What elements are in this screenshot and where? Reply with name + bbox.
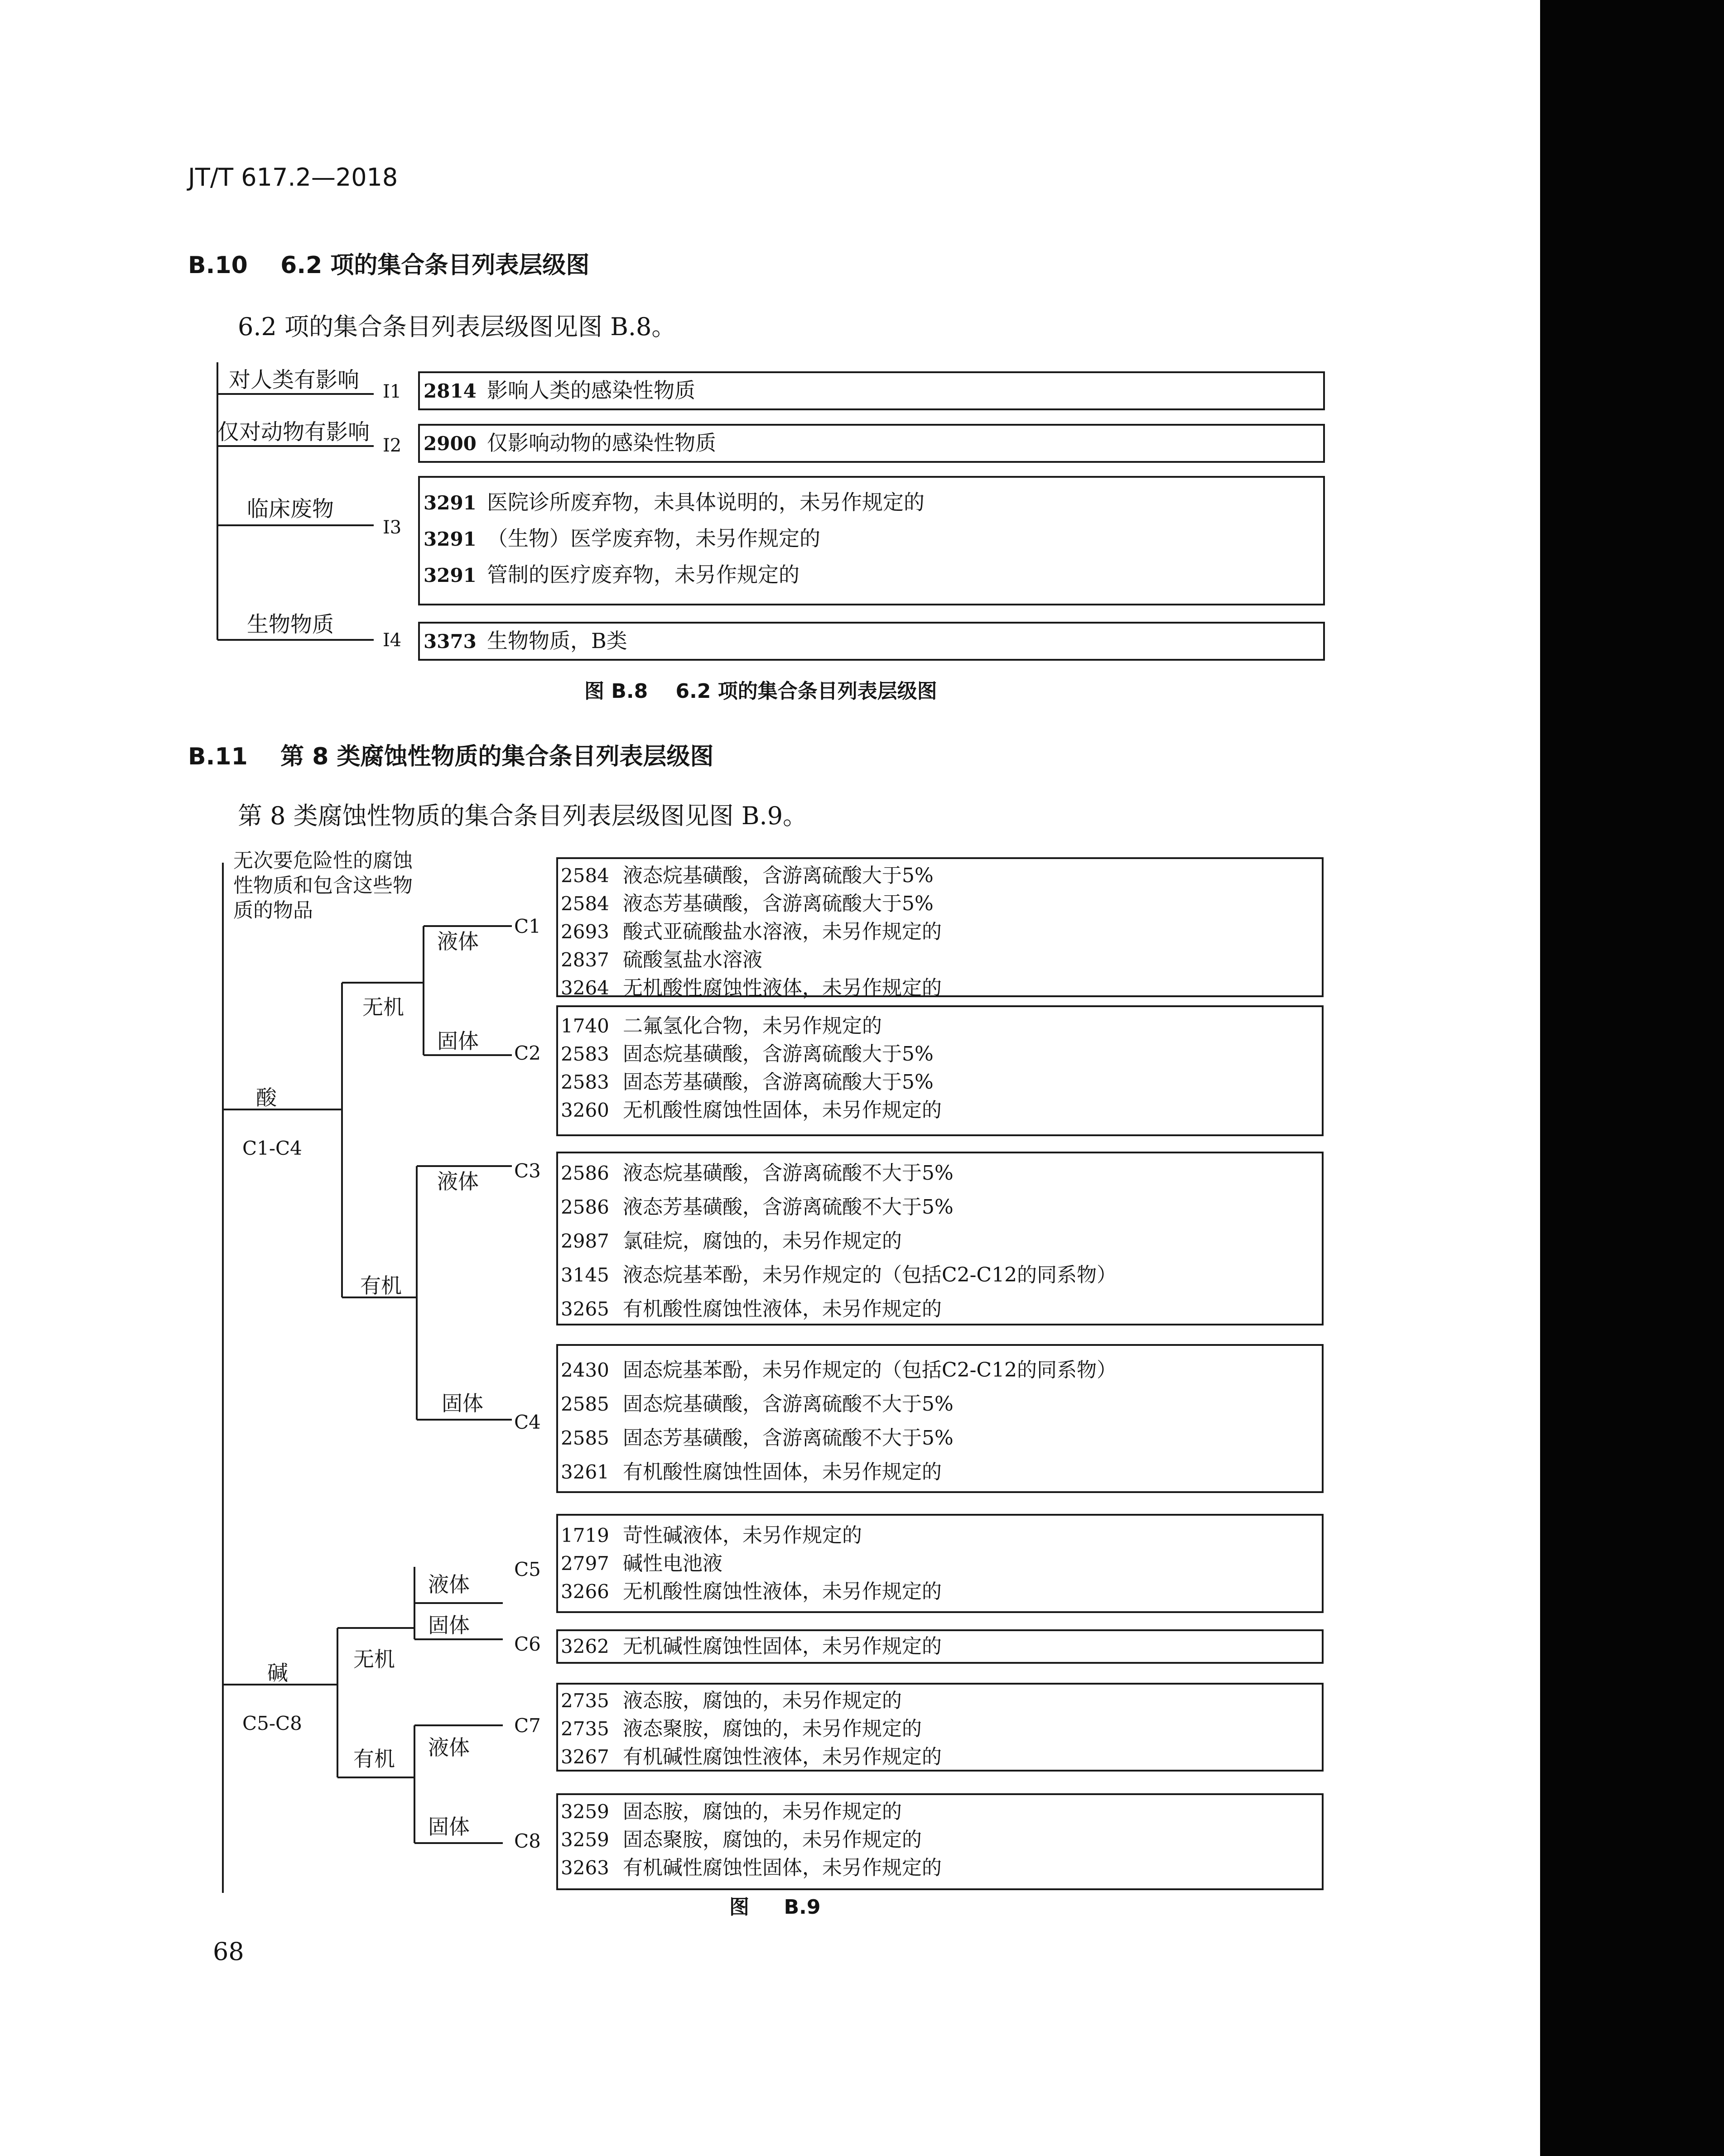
b9-base-inorganic-solid: 固体 bbox=[428, 1613, 470, 1637]
b8-un-number: 3291 bbox=[424, 528, 477, 550]
b8-un-number: 2814 bbox=[424, 380, 477, 402]
b9-acid-inorganic-liquid: 液体 bbox=[437, 929, 479, 954]
b9-un-number: 2586 bbox=[561, 1196, 609, 1218]
b9-un-number: 2584 bbox=[561, 893, 609, 915]
b9-un-number: 3266 bbox=[561, 1580, 609, 1603]
b9-un-number: 2735 bbox=[561, 1718, 609, 1740]
b8-entry-text: （生物）医学废弃物，未另作规定的 bbox=[487, 526, 820, 551]
b9-entry-text: 二氟氢化合物，未另作规定的 bbox=[623, 1014, 882, 1037]
b9-un-number: 2797 bbox=[561, 1552, 609, 1575]
section-b10-paragraph: 6.2 项的集合条目列表层级图见图 B.8。 bbox=[238, 312, 676, 341]
b8-entry-text: 仅影响动物的感染性物质 bbox=[487, 431, 716, 455]
section-b10-heading: B.10 6.2 项的集合条目列表层级图 bbox=[188, 252, 590, 279]
b9-entry-text: 氯硅烷，腐蚀的，未另作规定的 bbox=[623, 1229, 902, 1253]
b8-branch-code: I2 bbox=[383, 435, 402, 456]
b9-un-number: 2586 bbox=[561, 1162, 609, 1184]
b9-un-number: 3260 bbox=[561, 1099, 609, 1121]
b9-base-organic-liquid: 液体 bbox=[428, 1735, 470, 1760]
b9-un-number: 2583 bbox=[561, 1071, 609, 1093]
b9-acid-range: C1-C4 bbox=[242, 1137, 302, 1159]
b8-un-number: 3291 bbox=[424, 564, 477, 586]
b9-base-inorganic-liquid: 液体 bbox=[428, 1572, 470, 1597]
b9-un-number: 3259 bbox=[561, 1829, 609, 1851]
b9-acid-organic-liquid: 液体 bbox=[437, 1169, 479, 1194]
b9-entry-text: 固态烷基磺酸，含游离硫酸大于5% bbox=[623, 1042, 934, 1066]
b9-entry-text: 有机酸性腐蚀性液体，未另作规定的 bbox=[623, 1297, 942, 1320]
b9-acid-inorganic-label: 无机 bbox=[362, 995, 404, 1019]
b9-group-code: C8 bbox=[514, 1830, 541, 1852]
b8-branch-code: I3 bbox=[383, 517, 402, 538]
b9-entry-text: 固态胺，腐蚀的，未另作规定的 bbox=[623, 1800, 902, 1823]
b9-entry-text: 固态芳基磺酸，含游离硫酸大于5% bbox=[623, 1071, 934, 1094]
b9-entry-text: 有机酸性腐蚀性固体，未另作规定的 bbox=[623, 1460, 942, 1484]
b9-group-code: C5 bbox=[514, 1558, 541, 1580]
b9-base-label: 碱 bbox=[267, 1661, 288, 1685]
b9-root-label: 无次要危险性的腐蚀 bbox=[233, 849, 413, 872]
b8-entry-text: 影响人类的感染性物质 bbox=[487, 378, 695, 403]
b8-entry-text: 医院诊所废弃物，未具体说明的，未另作规定的 bbox=[487, 490, 925, 514]
b9-entry-text: 液态烷基苯酚，未另作规定的（包括C2-C12的同系物） bbox=[623, 1263, 1117, 1287]
b9-entry-text: 固态芳基磺酸，含游离硫酸不大于5% bbox=[623, 1426, 953, 1450]
b9-root-label: 质的物品 bbox=[233, 899, 313, 922]
b8-branch-label: 生物物质 bbox=[247, 612, 334, 637]
b9-un-number: 2584 bbox=[561, 864, 609, 887]
b9-un-number: 3267 bbox=[561, 1746, 609, 1768]
b8-entry-text: 管制的医疗废弃物，未另作规定的 bbox=[487, 562, 799, 587]
b9-entry-text: 苛性碱液体，未另作规定的 bbox=[623, 1524, 862, 1547]
b9-acid-organic-solid: 固体 bbox=[442, 1391, 483, 1416]
b9-group-code: C4 bbox=[514, 1411, 541, 1433]
b9-entry-text: 无机酸性腐蚀性液体，未另作规定的 bbox=[623, 976, 942, 999]
b9-group-code: C7 bbox=[514, 1714, 541, 1737]
page-number: 68 bbox=[213, 1937, 244, 1966]
b9-acid-organic-label: 有机 bbox=[360, 1273, 402, 1298]
b9-un-number: 3263 bbox=[561, 1857, 609, 1879]
b9-entry-text: 硫酸氢盐水溶液 bbox=[623, 948, 762, 971]
b9-entry-text: 液态胺，腐蚀的，未另作规定的 bbox=[623, 1689, 902, 1712]
b9-un-number: 1740 bbox=[561, 1015, 609, 1037]
b9-un-number: 3265 bbox=[561, 1298, 609, 1320]
b9-entry-text: 无机碱性腐蚀性固体，未另作规定的 bbox=[623, 1635, 942, 1658]
b9-entry-text: 有机碱性腐蚀性固体，未另作规定的 bbox=[623, 1856, 942, 1879]
b9-un-number: 2430 bbox=[561, 1359, 609, 1381]
standard-code-header: JT/T 617.2—2018 bbox=[188, 163, 398, 192]
b8-branch-code: I1 bbox=[383, 381, 402, 402]
b9-group-code: C6 bbox=[514, 1633, 541, 1655]
b9-entry-text: 有机碱性腐蚀性液体，未另作规定的 bbox=[623, 1745, 942, 1768]
b9-un-number: 2585 bbox=[561, 1393, 609, 1415]
figure-b8-caption: 图 B.8 6.2 项的集合条目列表层级图 bbox=[584, 680, 937, 703]
b9-base-organic-solid: 固体 bbox=[428, 1815, 470, 1839]
b9-entry-text: 液态聚胺，腐蚀的，未另作规定的 bbox=[623, 1717, 922, 1740]
b9-un-number: 3264 bbox=[561, 977, 609, 999]
figure-b9-caption: 图 B.9 bbox=[729, 1896, 821, 1919]
b9-root-label: 性物质和包含这些物 bbox=[233, 874, 413, 897]
b9-un-number: 2583 bbox=[561, 1043, 609, 1065]
b9-group-code: C1 bbox=[514, 915, 541, 937]
b9-un-number: 2735 bbox=[561, 1690, 609, 1712]
b9-base-range: C5-C8 bbox=[242, 1712, 302, 1734]
b9-un-number: 2585 bbox=[561, 1427, 609, 1449]
b9-entry-text: 液态芳基磺酸，含游离硫酸大于5% bbox=[623, 892, 934, 915]
b9-entry-text: 固态聚胺，腐蚀的，未另作规定的 bbox=[623, 1828, 922, 1851]
b9-base-inorganic-label: 无机 bbox=[353, 1647, 395, 1671]
b9-un-number: 3261 bbox=[561, 1461, 609, 1483]
b8-un-number: 3291 bbox=[424, 492, 477, 514]
b9-entry-text: 无机酸性腐蚀性固体，未另作规定的 bbox=[623, 1099, 942, 1122]
section-b11-heading: B.11 第 8 类腐蚀性物质的集合条目列表层级图 bbox=[188, 743, 714, 770]
b9-un-number: 3145 bbox=[561, 1264, 609, 1286]
b9-entry-text: 液态烷基磺酸，含游离硫酸大于5% bbox=[623, 864, 934, 887]
b8-branch-label: 对人类有影响 bbox=[229, 367, 360, 393]
b9-un-number: 2837 bbox=[561, 949, 609, 971]
b9-base-organic-label: 有机 bbox=[353, 1747, 395, 1771]
b9-entry-text: 碱性电池液 bbox=[623, 1552, 722, 1575]
b9-un-number: 3259 bbox=[561, 1801, 609, 1823]
b9-entry-text: 液态芳基磺酸，含游离硫酸不大于5% bbox=[623, 1196, 953, 1219]
b9-acid-label: 酸 bbox=[256, 1085, 277, 1110]
b9-group-code: C2 bbox=[514, 1042, 541, 1064]
b8-branch-label: 临床废物 bbox=[247, 496, 334, 522]
b9-un-number: 1719 bbox=[561, 1524, 609, 1546]
b8-un-number: 3373 bbox=[424, 630, 477, 653]
b9-entry-text: 固态烷基磺酸，含游离硫酸不大于5% bbox=[623, 1393, 953, 1416]
section-b11-paragraph: 第 8 类腐蚀性物质的集合条目列表层级图见图 B.9。 bbox=[238, 802, 808, 830]
b9-acid-inorganic-solid: 固体 bbox=[437, 1029, 479, 1053]
b9-entry-text: 酸式亚硫酸盐水溶液，未另作规定的 bbox=[623, 920, 942, 943]
b9-un-number: 2693 bbox=[561, 921, 609, 943]
b8-entry-text: 生物物质，B类 bbox=[487, 629, 627, 653]
b8-branch-label: 仅对动物有影响 bbox=[217, 419, 370, 445]
b9-un-number: 2987 bbox=[561, 1230, 609, 1252]
b9-entry-text: 液态烷基磺酸，含游离硫酸不大于5% bbox=[623, 1162, 953, 1185]
b9-entry-text: 固态烷基苯酚，未另作规定的（包括C2-C12的同系物） bbox=[623, 1359, 1117, 1382]
b8-un-number: 2900 bbox=[424, 432, 477, 455]
b9-entry-text: 无机酸性腐蚀性液体，未另作规定的 bbox=[623, 1580, 942, 1603]
b8-branch-code: I4 bbox=[383, 630, 402, 651]
b9-group-code: C3 bbox=[514, 1160, 541, 1182]
b9-un-number: 3262 bbox=[561, 1635, 609, 1657]
